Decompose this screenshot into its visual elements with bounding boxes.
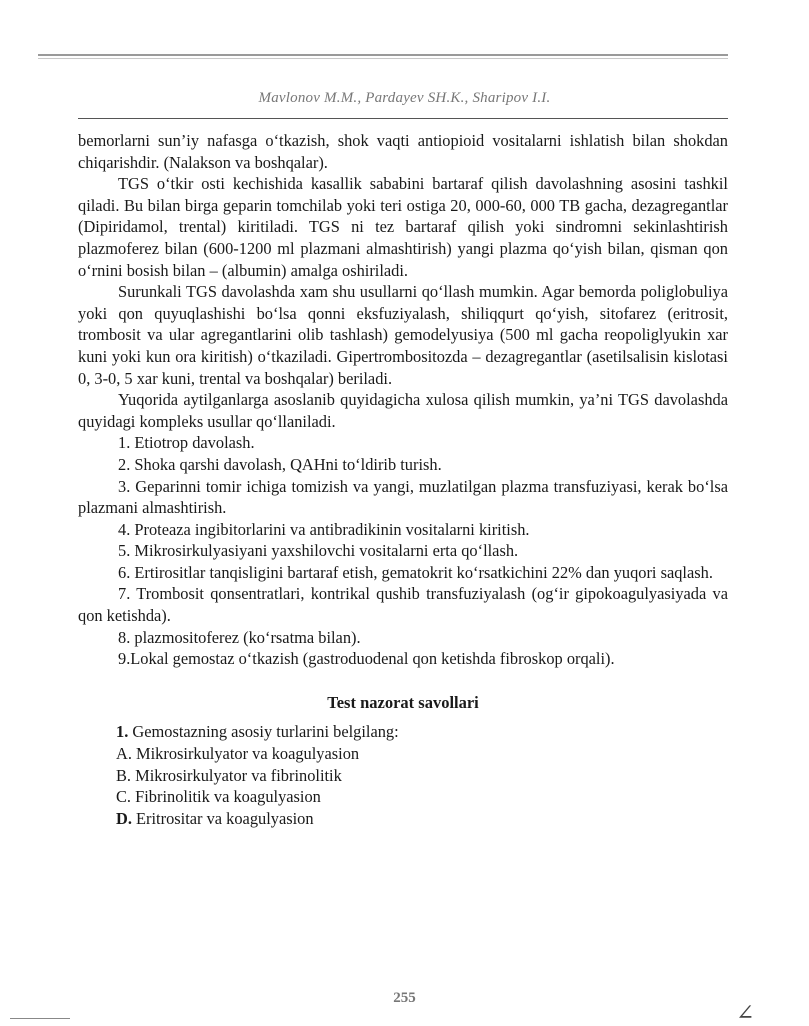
list-item: 2. Shoka qarshi davolash, QAHni to‘ldirib turish. (118, 454, 442, 474)
paragraph-chronic-treatment: Surunkali TGS davolashda xam shu usullarni qo‘llash mumkin. Agar bemorda poliglobuliya yoki qon quyuqlashishi bo‘lsa qonni eksfuziyalash, shiliqqurt qo‘yish, sitofarez (eritrosit, trombosit va ular agregantlarini olib tashlash) gemodelyusiya (500 ml gacha reopoliglyukin xar kuni yoki kun ora kiritish) o‘tkaziladi. Gipertrombositozda – dezagregantlar (asetilsalisin kislotasi 0, 3-0, 5 xar kuni, trental va boshqalar) beriladi. (78, 282, 728, 388)
option-letter: C. (116, 787, 132, 807)
paragraph-conclusion: Yuqorida aytilganlarga asoslanib quyidagicha xulosa qilish mumkin, ya’ni TGS davolashda quyidagi kompleks usullar qo‘llaniladi. (78, 390, 728, 431)
test-section-title: Test nazorat savollari (327, 692, 479, 712)
option-letter: A. (116, 744, 132, 764)
running-head: Mavlonov M.M., Pardayev SH.K., Sharipov I.I. (258, 90, 551, 106)
scan-border-line-faint (38, 58, 728, 59)
option-letter: D. (116, 808, 132, 828)
answer-option-d (78, 808, 728, 830)
corner-mark: ∠ (736, 1000, 755, 1025)
list-item: 5. Mikrosirkulyasiyani yaxshilovchi vositalarni erta qo‘llash. (118, 541, 519, 561)
option-text: Mikrosirkulyator va fibrinolitik (131, 765, 342, 785)
treatment-list (78, 432, 728, 670)
option-letter: B. (116, 765, 132, 785)
header-rule (78, 118, 728, 119)
answer-option-b (78, 765, 728, 787)
option-text: Mikrosirkulyator va koagulyasion (131, 744, 360, 764)
question-number: 1. (116, 722, 129, 742)
option-text: Eritrositar va koagulyasion (131, 808, 314, 828)
scan-border-line (38, 54, 728, 56)
list-item: 6. Ertirositlar tanqisligini bartaraf etish, gematokrit ko‘rsatkichini 22% dan yuqori saqlash. (118, 562, 713, 582)
page-body (78, 130, 728, 829)
list-item: 4. Proteaza ingibitorlarini va antibradikinin vositalarni kiritish. (118, 519, 530, 539)
list-item: 7. Trombosit qonsentratlari, kontrikal qushib transfuziyalash (og‘ir gipokoagulyasiyada va qon ketishda). (78, 584, 728, 626)
list-item: 9.Lokal gemostaz o‘tkazish (gastroduodenal qon ketishda fibroskop orqali). (118, 649, 615, 669)
option-text: Fibrinolitik va koagulyasion (131, 787, 321, 807)
paragraph-continuation: bemorlarni sun’iy nafasga o‘tkazish, shok vaqti antiopioid vositalarni ishlatish bilan shokdan chiqarishdir. (Nalakson va boshqalar). (78, 131, 728, 172)
page-number: 255 (393, 990, 416, 1006)
test-question (78, 721, 728, 743)
answer-option-a (78, 743, 728, 765)
list-item: 8. plazmositoferez (ko‘rsatma bilan). (118, 627, 361, 647)
paragraph-acute-treatment: TGS o‘tkir osti kechishida kasallik sababini bartaraf qilish davolashning asosini tashkil qiladi. Bu bilan birga geparin tomchilab yoki teri ostiga 20, 000-60, 000 TB gacha, dezagregantlar (Dipiridamol, trental) kiritiladi. TGS ni tez bartaraf qilish yoki sindromni sekinlashtirish plazmoferez bilan (600-1200 ml plazmani almashtirish) yangi plazma qo‘yish bilan, qisman qon o‘rnini bosish bilan – (albumin) amalga oshiriladi. (78, 174, 728, 280)
question-text: Gemostazning asosiy turlarini belgilang: (128, 722, 399, 742)
list-item: 1. Etiotrop davolash. (118, 433, 255, 453)
answer-option-c (78, 786, 728, 808)
list-item: 3. Geparinni tomir ichiga tomizish va yangi, muzlatilgan plazma transfuziyasi, kerak bo‘lsa plazmani almashtirish. (78, 476, 728, 518)
scan-bottom-line (10, 1018, 70, 1019)
